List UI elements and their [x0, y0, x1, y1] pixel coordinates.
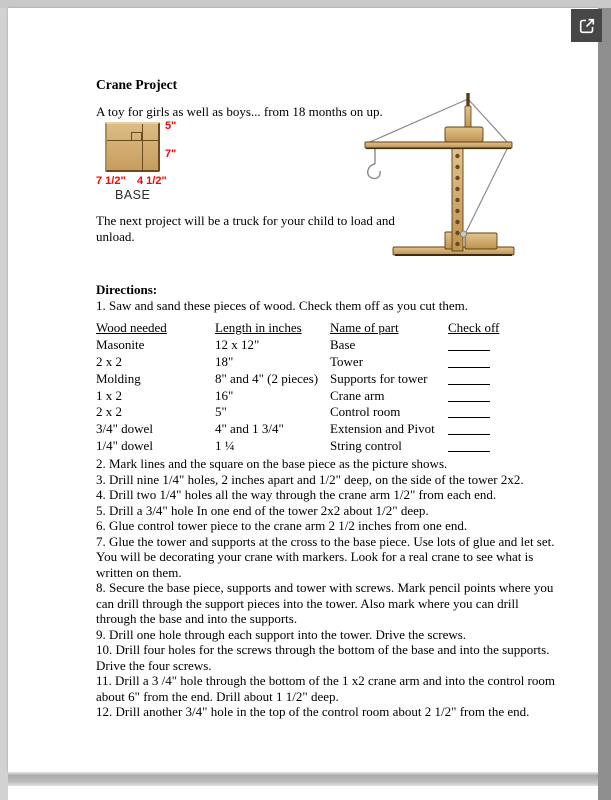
check-off-line [448, 421, 490, 435]
materials-table [96, 320, 508, 455]
cell-part: Crane arm [330, 387, 385, 403]
cell-wood: 3/4" dowel [96, 421, 153, 437]
table-row [96, 421, 508, 438]
table-row [96, 388, 508, 405]
crane-arm [365, 142, 512, 148]
header-length: Length in inches [215, 320, 302, 335]
crane-arm-shadow [366, 148, 511, 150]
next-project-text: The next project will be a truck for your child to load and unload. [96, 213, 395, 244]
page-title: Crane Project [96, 77, 178, 92]
check-off-line [448, 354, 490, 368]
base-diagram [105, 122, 160, 172]
base-diagram-notch [131, 132, 142, 141]
check-off-line [448, 404, 490, 418]
check-off-line [448, 371, 490, 385]
next-page-edge [8, 786, 598, 800]
cell-part: Control room [330, 404, 401, 420]
table-row [96, 354, 508, 371]
crane-bottom-block [465, 233, 497, 249]
crane-string-bead [461, 231, 467, 237]
dimension-label-7-5in: 7 1/2" [96, 175, 126, 187]
cell-length: 4" and 1 3/4" [215, 421, 284, 437]
cell-wood: 2 x 2 [96, 353, 122, 369]
scrollbar[interactable] [598, 8, 611, 800]
dimension-label-7in: 7" [165, 148, 177, 160]
cell-wood: Masonite [96, 336, 145, 352]
open-external-button[interactable] [571, 9, 602, 42]
base-diagram-vertical-line [142, 124, 143, 170]
cell-length: 1 ¼ [215, 438, 235, 454]
open-in-new-icon [577, 16, 597, 36]
crane-base-shadow [395, 254, 512, 256]
crane-control-room [445, 127, 483, 142]
cell-wood: 1/4" dowel [96, 438, 153, 454]
page-gap [8, 772, 598, 786]
instruction-step: 8. Secure the base piece, supports and tower with screws. Mark pencil points where you can drill through the support pieces into the tower. Also mark where you can drill through the base and into the supports. [96, 580, 554, 626]
dimension-label-5in: 5" [165, 120, 177, 132]
cell-wood: 2 x 2 [96, 404, 122, 420]
crane-tower-holes [455, 154, 459, 246]
table-row [96, 371, 508, 388]
instruction-step: 10. Drill four holes for the screws through the bottom of the base and into the supports. Drive the four screws. [96, 642, 550, 673]
crane-pivot-dowel [465, 106, 471, 130]
check-off-line [448, 388, 490, 402]
cell-length: 5" [215, 404, 227, 420]
cell-length: 12 x 12" [215, 336, 260, 352]
base-caption: BASE [115, 188, 151, 202]
cell-wood: 1 x 2 [96, 387, 122, 403]
table-row [96, 337, 508, 354]
instruction-step: 9. Drill one hole through each support into the tower. Drive the screws. [96, 626, 467, 642]
header-part-name: Name of part [330, 320, 399, 335]
instruction-step: 4. Drill two 1/4" holes all the way through the crane arm 1/2" from each end. [96, 487, 497, 502]
document-page [8, 8, 598, 772]
instruction-step: 7. Glue the tower and supports at the cross to the base piece. Use lots of glue and let set. You will be decorating your crane with markers. Look for a real crane to see what is written on them. [96, 533, 555, 580]
intro-text: A toy for girls as well as boys... from 18 months on up. [96, 104, 383, 119]
check-off-line [448, 438, 490, 452]
cell-length: 18" [215, 353, 234, 369]
cell-part: String control [330, 438, 402, 454]
header-check-off: Check off [448, 320, 500, 335]
viewer-top-border [0, 0, 611, 8]
cell-part: Base [330, 336, 356, 352]
dimension-label-4-5in: 4 1/2" [137, 175, 167, 187]
instruction-steps [96, 456, 562, 720]
instruction-step: 2. Mark lines and the square on the base piece as the picture shows. [96, 456, 448, 471]
cell-wood: Molding [96, 370, 141, 386]
cell-length: 16" [215, 387, 234, 403]
instruction-step: 6. Glue control tower piece to the crane arm 2 1/2 inches from one end. [96, 518, 468, 533]
instruction-step: 12. Drill another 3/4" hole in the top of the control room about 2 1/2" from the end. [96, 704, 530, 719]
crane-hook-icon [368, 146, 380, 179]
materials-table-header [96, 320, 508, 337]
instruction-step: 5. Drill a 3/4" hole In one end of the tower 2x2 about 1/2" deep. [96, 502, 429, 518]
instruction-step: 11. Drill a 3 /4" hole through the bottom of the 1 x2 crane arm and into the control room about 6" from the end. Drill about 1 1/2" deep. [96, 673, 555, 704]
cell-part: Tower [330, 353, 364, 369]
cell-part: Extension and Pivot [330, 421, 435, 437]
directions-heading: Directions: [96, 282, 158, 297]
cell-length: 8" and 4" (2 pieces) [215, 370, 319, 386]
table-row [96, 404, 508, 421]
crane-pivot-tip [466, 93, 469, 107]
check-off-line [448, 337, 490, 351]
cell-part: Supports for tower [330, 370, 428, 386]
directions-step-1: 1. Saw and sand these pieces of wood. Check them off as you cut them. [96, 298, 468, 313]
table-row [96, 438, 508, 455]
header-wood-needed: Wood needed [96, 320, 167, 335]
instruction-step: 3. Drill nine 1/4" holes, 2 inches apart and 1/2" deep, on the side of the tower 2x2. [96, 471, 524, 487]
